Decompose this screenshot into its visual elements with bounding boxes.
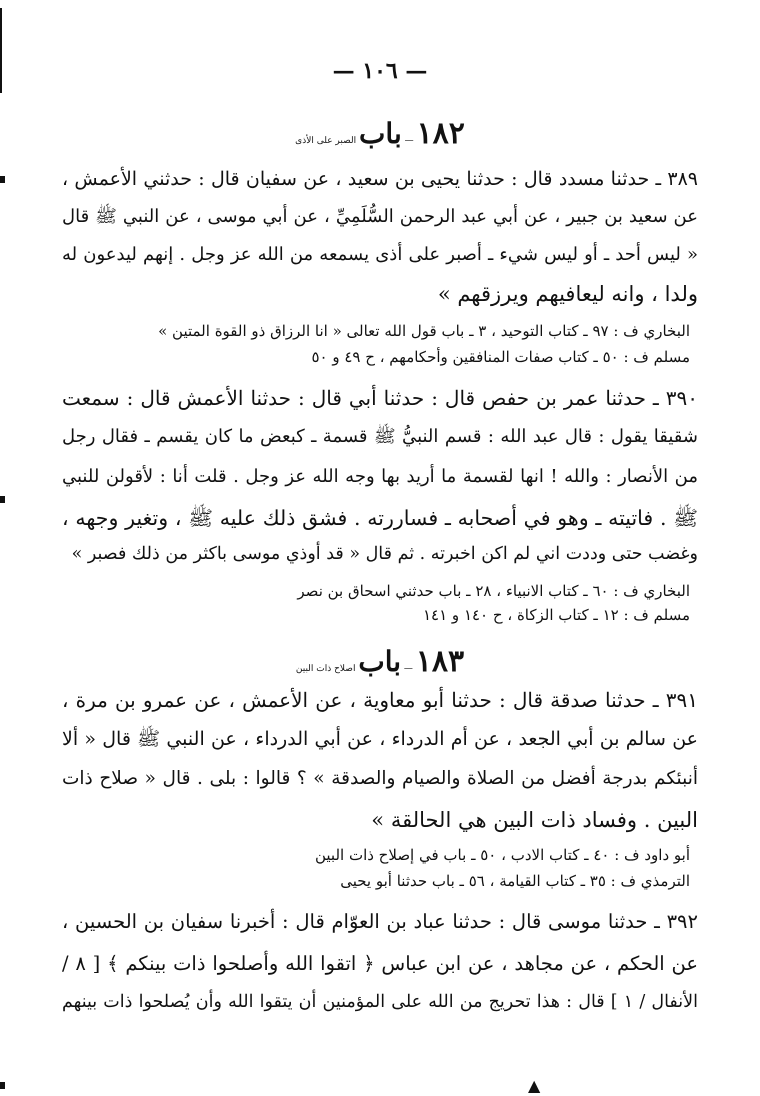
page-number: — ١٠٦ — bbox=[332, 58, 428, 84]
chapter-title: الصبر على الأذى bbox=[295, 136, 357, 146]
source-note: مسلم ف : ٥٠ ـ كتاب صفات المنافقين وأحكامهم ، ح ٤٩ و ٥٠ bbox=[311, 348, 690, 366]
hadith-line: ولدا ، وانه ليعافيهم ويرزقهم » bbox=[437, 282, 698, 306]
hadith-line: الأنفال / ١ ] قال : هذا تحريج من الله على المؤمنين أن يتقوا الله وأن يُصلحوا ذات بينهم bbox=[62, 992, 698, 1012]
hadith-line: عن سالم بن أبي الجعد ، عن أم الدرداء ، عن أبي الدرداء ، عن النبي ﷺ قال « ألا bbox=[62, 728, 698, 750]
hadith-line: شقيقا يقول : قال عبد الله : قسم النبيُّ ﷺ قسمة ـ كبعض ما كان يقسم ـ فقال رجل bbox=[62, 426, 698, 447]
chapter-heading: ١٨٣ — باب اصلاح ذات البين bbox=[295, 644, 465, 679]
source-note: البخاري ف : ٦٠ ـ كتاب الانبياء ، ٢٨ ـ باب حدثني اسحاق بن نصر bbox=[297, 582, 690, 600]
hadith-line: ﷺ . فاتيته ـ وهو في أصحابه ـ فساررته . فشق ذلك عليه ﷺ ، وتغير وجهه ، bbox=[62, 506, 698, 530]
page-bottom-mark: ▲ bbox=[528, 1076, 541, 1095]
hadith-line: ٣٩٠ ـ حدثنا عمر بن حفص قال : حدثنا أبي قال : حدثنا الأعمش قال : سمعت bbox=[62, 386, 698, 410]
hadith-line: البين . وفساد ذات البين هي الحالقة » bbox=[371, 808, 698, 832]
hadith-line: عن سعيد بن جبير ، عن أبي عبد الرحمن السُّلَمِيِّ ، عن أبي موسى ، عن النبي ﷺ قال bbox=[62, 206, 698, 227]
hadith-line: ٣٨٩ ـ حدثنا مسدد قال : حدثنا يحيى بن سعيد ، عن سفيان قال : حدثني الأعمش ، bbox=[62, 168, 698, 190]
source-note: مسلم ف : ١٢ ـ كتاب الزكاة ، ح ١٤٠ و ١٤١ bbox=[422, 606, 690, 624]
chapter-number: ١٨٣ bbox=[415, 644, 465, 679]
chapter-word: باب bbox=[358, 645, 402, 678]
hadith-line: عن الحكم ، عن مجاهد ، عن ابن عباس ﴿ اتقوا الله وأصلحوا ذات بينكم ﴾ [ ٨ / bbox=[62, 952, 699, 975]
hadith-line: وغضب حتى وددت اني لم اكن اخبرته . ثم قال « قد أوذي موسى باكثر من ذلك فصبر » bbox=[71, 544, 698, 564]
source-note: الترمذي ف : ٣٥ ـ كتاب القيامة ، ٥٦ ـ باب حدثنا أبو يحيى bbox=[340, 872, 690, 890]
hadith-line: ٣٩١ ـ حدثنا صدقة قال : حدثنا أبو معاوية ، عن الأعمش ، عن عمرو بن مرة ، bbox=[62, 688, 698, 712]
chapter-heading: ١٨٢ — باب الصبر على الأذى bbox=[295, 116, 465, 151]
chapter-title: اصلاح ذات البين bbox=[295, 664, 356, 674]
source-note: أبو داود ف : ٤٠ ـ كتاب الادب ، ٥٠ ـ باب في إصلاح ذات البين bbox=[314, 846, 690, 864]
hadith-line: من الأنصار : والله ! انها لقسمة ما أريد بها وجه الله عز وجل . قلت أنا : لأقولن للنبي bbox=[62, 466, 698, 487]
margin-tick bbox=[0, 496, 5, 503]
hadith-line: « ليس أحد ـ أو ليس شيء ـ أصبر على أذى يسمعه من الله عز وجل . إنهم ليدعون له bbox=[62, 244, 698, 265]
margin-tick bbox=[0, 1082, 5, 1089]
hadith-line: ٣٩٢ ـ حدثنا موسى قال : حدثنا عباد بن العوّام قال : أخبرنا سفيان بن الحسين ، bbox=[62, 910, 698, 933]
chapter-word: باب bbox=[359, 117, 402, 150]
hadith-line: أنبئكم بدرجة أفضل من الصلاة والصيام والصدقة » ؟ قالوا : بلى . قال « صلاح ذات bbox=[62, 768, 698, 789]
margin-tick bbox=[0, 176, 5, 183]
chapter-number: ١٨٢ bbox=[416, 116, 465, 151]
source-note: البخاري ف : ٩٧ ـ كتاب التوحيد ، ٣ ـ باب قول الله تعالى « انا الرزاق ذو القوة المتين » bbox=[158, 322, 690, 340]
